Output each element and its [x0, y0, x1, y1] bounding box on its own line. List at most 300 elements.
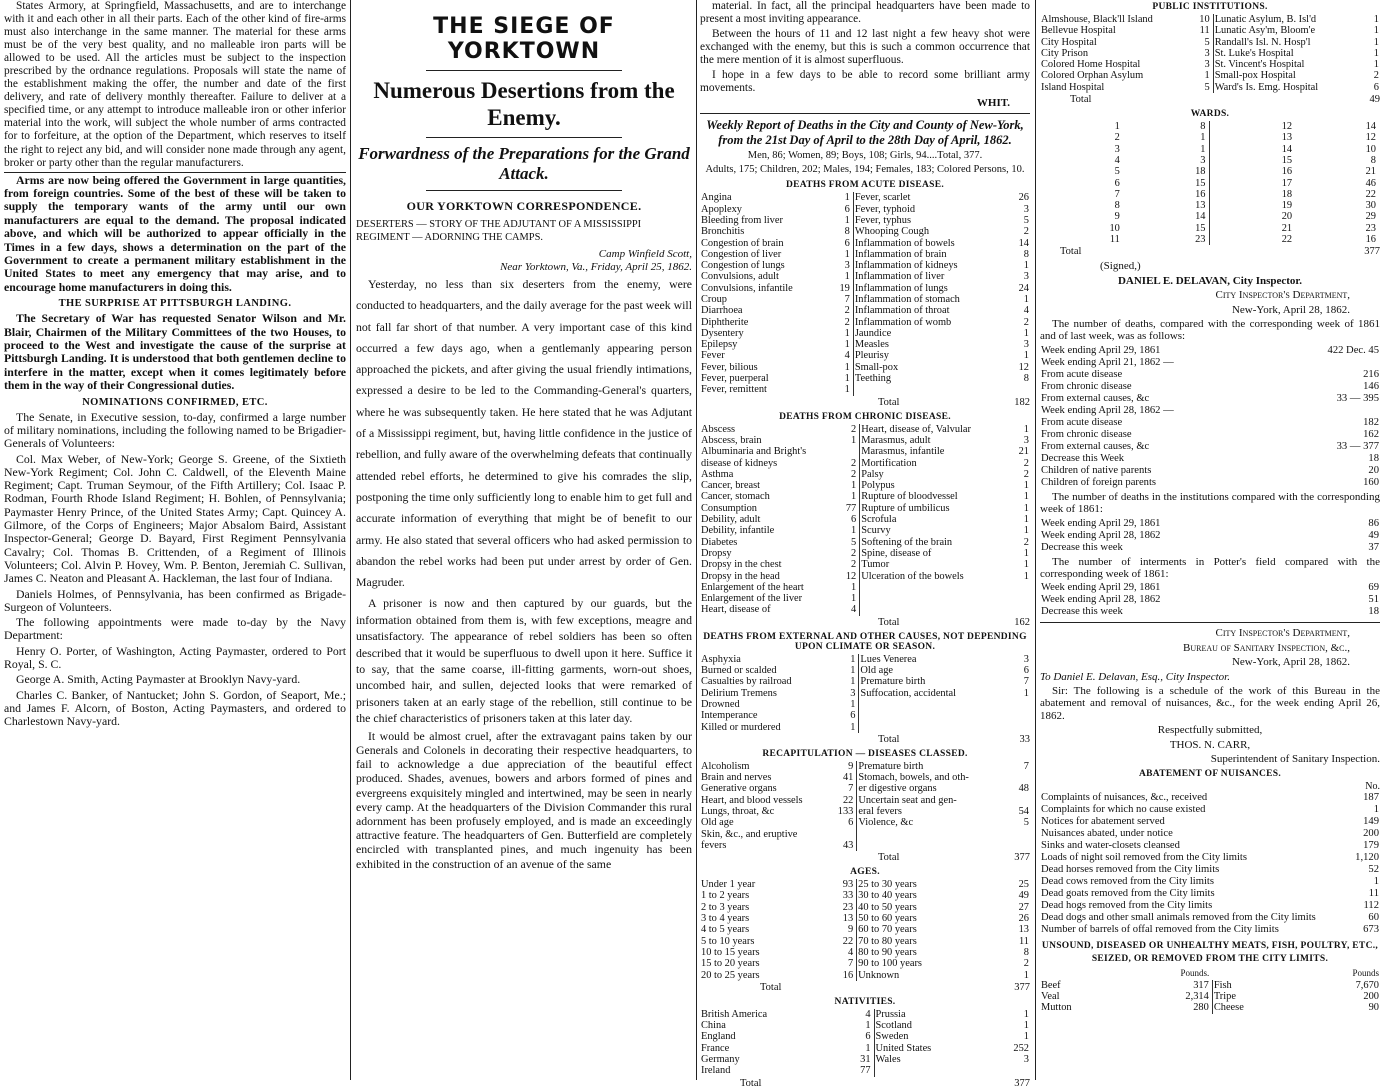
row-value: 41 — [835, 772, 857, 783]
total-value: 377 — [1014, 1077, 1030, 1089]
row-value: 1 — [831, 215, 853, 226]
institutions-heading: PUBLIC INSTITUTIONS. — [1152, 2, 1268, 12]
comparison-table — [1040, 345, 1380, 489]
total-label: Total — [1060, 246, 1082, 258]
table-row — [700, 446, 1030, 457]
row-label: Suffocation, accidental — [860, 687, 957, 699]
row-label: Rupture of umbilicus — [861, 502, 950, 514]
row-label: Lunatic Asylum, B. Isl'd — [1214, 14, 1317, 25]
row-value: 33 — 377 — [1336, 440, 1379, 452]
row-label: Debility, adult — [701, 514, 761, 526]
row-label: Generative organs — [701, 783, 777, 795]
ward-deaths: 46 — [1365, 177, 1376, 189]
row-value: 3 — [1191, 59, 1213, 70]
navy-appointments-intro: The following appointments were made to-day by the Navy Department: — [4, 615, 346, 643]
pounds-label: Pounds — [1352, 968, 1379, 979]
table-row — [1040, 166, 1380, 177]
row-label: Small-pox Hospital — [1214, 70, 1296, 82]
article-title: THE SIEGE OF YORKTOWN — [433, 14, 615, 64]
ward-number: 8 — [1114, 200, 1120, 212]
row-label: France — [701, 1042, 730, 1054]
row-label: Diabetes — [701, 536, 738, 548]
row-value: 9 — [835, 924, 857, 935]
row-value: 5 — [1191, 37, 1213, 48]
row-label: Convulsions, infantile — [701, 282, 793, 294]
row-value: 187 — [1363, 792, 1379, 804]
row-value: 1 — [1023, 547, 1029, 559]
nativities-heading: NATIVITIES. — [834, 996, 896, 1007]
column-rule — [696, 0, 697, 1080]
row-label: Killed or murdered — [701, 721, 781, 733]
row-label: Scrofula — [861, 514, 897, 526]
row-value: 1 — [1023, 480, 1029, 492]
row-value: 18 — [1368, 452, 1379, 464]
ward-deaths: 10 — [1365, 143, 1376, 155]
table-row — [700, 548, 1030, 559]
ward-number: 18 — [1281, 188, 1293, 200]
total-value: 162 — [1014, 616, 1030, 628]
table-row — [700, 654, 1030, 665]
row-value: 3 — [1023, 1054, 1029, 1066]
row-value: 93 — [835, 879, 857, 890]
row-label: fevers — [701, 839, 727, 851]
table-row — [1040, 234, 1380, 245]
row-label: 90 to 100 years — [858, 958, 922, 970]
row-value: 1 — [1023, 687, 1029, 699]
row-label: From external causes, &c — [1041, 392, 1150, 404]
row-label: 50 to 60 years — [858, 913, 917, 925]
report-summary-2: Adults, 175; Children, 202; Males, 194; Females, 183; Colored Persons, 10. — [705, 164, 1025, 176]
row-label: Old age — [701, 817, 734, 829]
row-value: 112 — [1363, 900, 1379, 912]
row-label: Asthma — [701, 468, 734, 480]
row-value: 4 — [838, 604, 860, 615]
row-label: Almshouse, Black'll Island — [1041, 14, 1153, 25]
row-label: Premature birth — [858, 760, 924, 772]
potters-field-table — [1040, 582, 1380, 618]
row-label: China — [701, 1020, 726, 1032]
row-label — [860, 604, 1004, 615]
row-label: Asphyxia — [701, 653, 741, 665]
row-value: 1 — [837, 699, 859, 710]
table-row — [1040, 864, 1380, 876]
row-value: 1 — [831, 249, 853, 260]
row-label — [857, 829, 1004, 840]
abatement-heading: ABATEMENT OF NUISANCES. — [1138, 769, 1282, 780]
row-value: 2 — [838, 424, 860, 435]
row-label: Croup — [701, 294, 727, 305]
row-value — [1283, 405, 1380, 417]
row-value: 1 — [852, 1020, 874, 1031]
row-value: 4 — [1023, 305, 1029, 317]
table-row — [700, 204, 1030, 215]
row-label: Colored Home Hospital — [1041, 59, 1141, 71]
ward-deaths: 8 — [1370, 154, 1376, 166]
row-label: Dead dogs and other small animals removed from the City limits — [1041, 912, 1316, 924]
total-value: 377 — [1364, 246, 1380, 258]
row-value: 6 — [831, 204, 853, 215]
row-label: Fever, typhus — [854, 214, 911, 226]
ward-number: 12 — [1281, 121, 1293, 133]
row-label — [853, 384, 1004, 395]
row-value: 280 — [1180, 1002, 1213, 1013]
table-row — [700, 817, 1030, 828]
ward-number: 3 — [1114, 143, 1120, 155]
row-label: Intemperance — [701, 710, 758, 722]
row-value — [1283, 357, 1380, 369]
table-row — [700, 260, 1030, 271]
table-row — [1040, 357, 1380, 369]
row-label: Inflammation of lungs — [854, 282, 948, 294]
chronic-heading: DEATHS FROM CHRONIC DISEASE. — [779, 411, 951, 422]
table-row — [1040, 417, 1380, 429]
table-row — [700, 840, 1030, 851]
row-value: 200 — [1363, 991, 1379, 1003]
row-value: 422 Dec. 45 — [1327, 344, 1379, 356]
row-label: Congestion of lungs — [701, 260, 785, 272]
row-label: Wales — [875, 1054, 901, 1066]
row-label: Week ending April 28, 1862 — — [1041, 404, 1174, 416]
navy-appointment-porter: Henry O. Porter, of Washington, Acting Paymaster, ordered to Port Royal, S. C. — [4, 643, 346, 672]
table-row — [700, 537, 1030, 548]
row-label: Randall's Isl. N. Hosp'l — [1214, 36, 1311, 48]
row-value: 5 — [1023, 214, 1029, 226]
row-value: 1 — [1023, 514, 1029, 526]
row-value: 2 — [1023, 226, 1029, 238]
row-label: Notices for abatement served — [1041, 816, 1165, 828]
row-value: 1 — [1023, 350, 1029, 362]
row-value: 43 — [835, 840, 857, 851]
row-label: Bronchitis — [701, 226, 745, 238]
table-row — [700, 783, 1030, 794]
table-row — [700, 238, 1030, 249]
camp-name: Camp Winfield Scott, — [598, 248, 692, 260]
total-label: Total — [878, 616, 900, 628]
wards-total — [1040, 246, 1380, 257]
table-row — [700, 879, 1030, 890]
table-row — [700, 559, 1030, 570]
ward-number: 19 — [1281, 200, 1293, 212]
row-value: 182 — [1363, 416, 1379, 428]
row-label: England — [701, 1031, 736, 1043]
row-value: 22 — [835, 795, 857, 806]
row-value: 8 — [1023, 248, 1029, 260]
row-value: 6 — [838, 514, 860, 525]
nativities-total — [700, 1078, 1030, 1089]
table-row — [700, 283, 1030, 294]
row-value — [838, 446, 860, 457]
row-label: 80 to 90 years — [858, 946, 917, 958]
row-value: 5 — [838, 537, 860, 548]
ward-deaths: 1 — [1124, 144, 1210, 155]
nominations-heading: NOMINATIONS CONFIRMED, ETC. — [82, 396, 268, 408]
table-row — [1040, 912, 1380, 924]
row-value: 1 — [831, 192, 853, 203]
row-value: 1 — [838, 435, 860, 446]
ward-deaths: 12 — [1365, 132, 1376, 144]
row-value: 1 — [1023, 491, 1029, 503]
row-label: Spine, disease of — [861, 547, 932, 559]
row-label: Bellevue Hospital — [1041, 25, 1116, 37]
row-value: 2 — [1023, 457, 1029, 469]
row-label: 1 to 2 years — [701, 890, 750, 902]
row-value: 1 — [838, 491, 860, 502]
ages-total — [700, 982, 1030, 993]
table-row — [700, 339, 1030, 350]
table-row — [700, 1054, 1030, 1065]
table-row — [700, 192, 1030, 203]
table-row — [700, 384, 1030, 395]
arms-offered-paragraph: Arms are now being offered the Government in large quantities, from foreign countries. Some of the best of these will be taken to supply the temporary wants of the army until our own manufacturers are equal to the demand. The proposal indicated above, and which will be authorized to appear officially in the Times in a few days, shows a determination on the part of the Government to create a permanent military establishment in the United States to meet any emergency that may arise, and to encourage home manufacturers in doing this. — [4, 172, 346, 294]
table-row — [700, 676, 1030, 687]
row-label: Heart, disease of — [701, 604, 771, 616]
row-label: Teething — [854, 373, 892, 385]
table-row — [1040, 25, 1380, 36]
ward-number: 21 — [1281, 222, 1293, 234]
row-value: 146 — [1363, 380, 1379, 392]
row-label: Bleeding from liver — [701, 214, 783, 226]
ward-deaths: 30 — [1365, 200, 1376, 212]
row-label: Enlargement of the liver — [701, 593, 803, 605]
table-row — [1040, 369, 1380, 381]
row-label: 3 to 4 years — [701, 913, 750, 925]
row-label: Apoplexy — [701, 203, 742, 215]
table-row — [700, 215, 1030, 226]
row-label — [860, 582, 1004, 593]
table-row — [700, 373, 1030, 384]
institutions-comparison-intro: The number of deaths in the institutions compared with the corresponding week of 1861: — [1040, 490, 1380, 516]
ward-deaths: 23 — [1124, 234, 1210, 245]
row-value: 3 — [831, 260, 853, 271]
row-value: 25 — [1018, 879, 1029, 891]
table-row — [1040, 178, 1380, 189]
row-value: 4 — [852, 1009, 874, 1020]
row-value: 1 — [1373, 47, 1379, 59]
table-row — [1040, 816, 1380, 828]
table-row — [700, 249, 1030, 260]
row-value: 6 — [1023, 665, 1029, 677]
table-row — [700, 480, 1030, 491]
row-value: 2 — [838, 469, 860, 480]
department-2-date: New-York, April 28, 1862. — [1231, 656, 1350, 669]
table-row — [700, 582, 1030, 593]
row-value: 7 — [1023, 760, 1029, 772]
row-label: Dead hogs removed from the City limits — [1041, 900, 1213, 912]
row-value: 1 — [837, 676, 859, 687]
row-value: 19 — [831, 283, 853, 294]
total-label: Total — [1070, 94, 1092, 106]
column-3 — [700, 0, 1030, 1089]
arms-contract-paragraph: States Armory, at Springfield, Massachusetts, and are to interchange with it and each other in all their parts. Each of the other kind of fire-arms must also interchange in the same manner. The material for these arms must be of the very best quality, and no malleable iron parts will be allowed to be used. All the articles must be subject to the inspection prescribed by the ordnance regulations. Proposals will state the name of the establishment making the offer, the number and date of the first delivery, and rate of delivery monthly thereafter. Failure to deliver at a specified time, or any attempt to introduce malleable iron or other inferior material into the work, will subject the whole number of arms contracted for to forfeiture, at the option of the Department, which reserves to itself the right to reject any bid, and will consider none made through any agent, broker or party other than the regular manufacturers. — [4, 0, 346, 169]
row-value: 6 — [852, 1031, 874, 1042]
row-label: disease of kidneys — [701, 457, 778, 469]
row-value: 27 — [1018, 901, 1029, 913]
row-label: Casualties by railroad — [701, 676, 792, 688]
row-label — [859, 722, 1004, 733]
table-row — [700, 970, 1030, 981]
ward-deaths: 18 — [1124, 166, 1210, 177]
row-value: 673 — [1363, 924, 1379, 936]
row-label: Cheese — [1213, 1002, 1244, 1014]
row-value: 1 — [831, 373, 853, 384]
row-value: 1 — [1023, 502, 1029, 514]
navy-appointment-smith: George A. Smith, Acting Paymaster at Brooklyn Navy-yard. — [16, 672, 301, 687]
table-row — [1040, 477, 1380, 489]
row-value — [1004, 772, 1030, 783]
table-row — [1040, 14, 1380, 25]
row-label: Scurvy — [861, 525, 891, 537]
row-label: Jaundice — [854, 327, 892, 339]
headline-preparations: Forwardness of the Preparations for the Grand Attack. — [358, 144, 690, 183]
article-paragraph-1: Yesterday, no less than six deserters from the enemy, were conducted to headquarters, and the daily average for the past week will not fall far short of that number. A very important case of this kind occurred a few days ago, when a gentlemanly appearing person approached the pickets, and after giving the usual friendly intimations, expressed a desire to be led to the Commanding-General's quarters, where he was subsequently taken. He here stated that he was Adjutant of a Mississippi regiment, but, having little confidence in the justice of rebellion, and fully aware of the overwhelming defeats that continually attended rebel efforts, he determined to give his comrades the slip, postponing the time only sufficiently long to enable him to get full and accurate information of everything that might be of benefit to our army. He also stated that several officers who had asked permission to abandon the rebel works had been put under arrest by order of Gen. Magruder. — [356, 277, 692, 590]
row-value: 3 — [1023, 271, 1029, 283]
department-2-name: City Inspector's Department, — [1215, 627, 1350, 640]
row-value: 1 — [838, 480, 860, 491]
ward-number: 16 — [1281, 166, 1293, 178]
article-continuation-3: I hope in a few days to be able to record some brilliant army movements. — [700, 69, 1030, 95]
row-value: 216 — [1363, 368, 1379, 380]
row-label: Congestion of brain — [701, 237, 784, 249]
row-label: British America — [701, 1008, 768, 1020]
row-label: Sweden — [875, 1031, 909, 1043]
number-label: No. — [1365, 781, 1380, 793]
table-row — [700, 761, 1030, 772]
table-row — [1040, 840, 1380, 852]
row-value: 179 — [1363, 840, 1379, 852]
column-rule — [350, 0, 351, 1080]
row-label: Germany — [701, 1054, 740, 1066]
row-label: Decrease this Week — [1041, 452, 1125, 464]
row-label: From chronic disease — [1041, 428, 1132, 440]
column-1 — [4, 0, 346, 1080]
ward-deaths: 14 — [1365, 121, 1376, 133]
ward-deaths: 15 — [1124, 223, 1210, 234]
table-row — [1040, 121, 1380, 132]
row-value: 1 — [1373, 59, 1379, 71]
row-value: 1 — [831, 328, 853, 339]
table-row — [700, 699, 1030, 710]
row-value — [1004, 840, 1030, 851]
row-value: 13 — [835, 913, 857, 924]
row-value: 1 — [1023, 327, 1029, 339]
table-row — [1040, 441, 1380, 453]
row-value — [1004, 593, 1030, 604]
row-label: Week ending April 21, 1862 — — [1041, 356, 1174, 368]
row-value: 3 — [837, 688, 859, 699]
ward-number: 2 — [1114, 132, 1120, 144]
total-label: Total — [878, 396, 900, 408]
table-row — [1040, 453, 1380, 465]
row-label: Rupture of bloodvessel — [861, 491, 958, 503]
ward-deaths: 14 — [1124, 211, 1210, 222]
row-value: 49 — [1018, 890, 1029, 902]
correspondence-heading: OUR YORKTOWN CORRESPONDENCE. — [406, 199, 642, 213]
row-label: Old age — [860, 665, 894, 677]
row-value: 1 — [1373, 876, 1379, 888]
comparison-intro: The number of deaths, compared with the corresponding week of 1861 and of last week, was as follows: — [1040, 317, 1380, 343]
table-row — [1040, 37, 1380, 48]
row-label: Brain and nerves — [701, 772, 772, 784]
row-value: 18 — [1368, 606, 1379, 618]
row-value: 60 — [1368, 912, 1379, 924]
report-summary-1: Men, 86; Women, 89; Boys, 108; Girls, 94....Total, 377. — [747, 150, 983, 162]
ward-number: 4 — [1114, 154, 1120, 166]
row-label: Children of foreign parents — [1041, 476, 1157, 488]
table-row — [700, 317, 1030, 328]
article-paragraph-2: A prisoner is now and then captured by our guards, but the information obtained from them is, with few exceptions, meagre and unsatisfactory. The appearance of rebel soldiers has been so often described that it would be superfluous to dwell upon it here. Suffice it to say, that the same coarse, ill-fitting garments, worn-out shoes, uncombed hair, and sullen, dejected looks that were remarked of prisoners taken at an early stage of the rebellion, still continue to be the chief characteristics of prisoners taken at this later day. — [356, 596, 692, 726]
row-label: Uncertain seat and gen- — [858, 794, 957, 806]
wards-heading: WARDS. — [1190, 109, 1230, 120]
respectfully-submitted: Respectfully submitted, — [1157, 724, 1263, 737]
row-label: Fever, remittent — [701, 384, 767, 396]
delavan-signature: DANIEL E. DELAVAN, City Inspector. — [1117, 274, 1303, 287]
row-label: Epilepsy — [701, 339, 738, 351]
row-label: Diarrhoea — [701, 305, 743, 317]
row-value: 252 — [1013, 1042, 1029, 1054]
ages-table — [700, 879, 1030, 981]
row-value: 1 — [831, 384, 853, 395]
row-label: Small-pox — [854, 361, 899, 373]
table-row — [1040, 792, 1380, 804]
meats-heading: UNSOUND, DISEASED OR UNHEALTHY MEATS, FISH, POULTRY, ETC., SEIZED, OR REMOVED FROM THE CITY LIMITS. — [1041, 941, 1379, 965]
row-value: 2 — [838, 559, 860, 570]
row-label: Ulceration of the bowels — [861, 570, 964, 582]
row-label: Debility, infantile — [701, 525, 775, 537]
row-label: Island Hospital — [1041, 81, 1105, 93]
row-label: Measles — [854, 339, 889, 351]
row-value: 49 — [1368, 529, 1379, 541]
table-row — [700, 829, 1030, 840]
nativities-table — [700, 1009, 1030, 1077]
row-value: 1 — [1023, 559, 1029, 571]
row-value: 69 — [1368, 582, 1379, 594]
row-value: 1 — [831, 271, 853, 282]
row-label: Heart, and blood vessels — [701, 794, 803, 806]
row-label: Loads of night soil removed from the City limits — [1041, 852, 1247, 864]
report-intro: Sir: The following is a schedule of the work of this Bureau in the abatement and removal of nuisances, &c., for the week ending April 26, 1862. — [1040, 685, 1380, 722]
table-row — [700, 226, 1030, 237]
table-row — [1040, 606, 1380, 618]
ward-number: 9 — [1114, 211, 1120, 223]
table-row — [1040, 465, 1380, 477]
surprise-paragraph: The Secretary of War has requested Senator Wilson and Mr. Blair, Chairmen of the Military Committees of the two Houses, to proceed to the West and investigate the cause of the surprise at Pittsburgh Landing. It is understood that both gentlemen decline to interfere in the matter, except when it comes legitimately before them in the way of their Congressional duties. — [4, 311, 346, 393]
row-label: Abscess — [701, 423, 736, 435]
ward-deaths: 15 — [1124, 178, 1210, 189]
department-date: New-York, April 28, 1862. — [1231, 303, 1350, 316]
table-row — [1040, 82, 1380, 93]
row-label: Ireland — [701, 1065, 731, 1077]
row-value: 26 — [1018, 913, 1029, 925]
table-row — [1040, 132, 1380, 143]
row-value: 1 — [1023, 1031, 1029, 1043]
row-value: 317 — [1180, 980, 1213, 991]
total-value: 33 — [1019, 733, 1030, 745]
row-value: 21 — [1018, 446, 1029, 458]
row-value — [1004, 384, 1030, 395]
row-value: 1 — [1023, 1008, 1029, 1020]
table-row — [700, 571, 1030, 582]
row-label — [860, 593, 1004, 604]
row-label: Abscess, brain — [701, 434, 762, 446]
row-label: Ward's Is. Emg. Hospital — [1214, 81, 1319, 93]
row-label: St. Luke's Hospital — [1214, 47, 1294, 59]
external-table — [700, 654, 1030, 733]
row-label: 30 to 40 years — [858, 890, 917, 902]
ward-deaths: 16 — [1124, 189, 1210, 200]
row-value: 23 — [835, 902, 857, 913]
row-value — [1004, 795, 1030, 806]
table-row — [700, 924, 1030, 935]
